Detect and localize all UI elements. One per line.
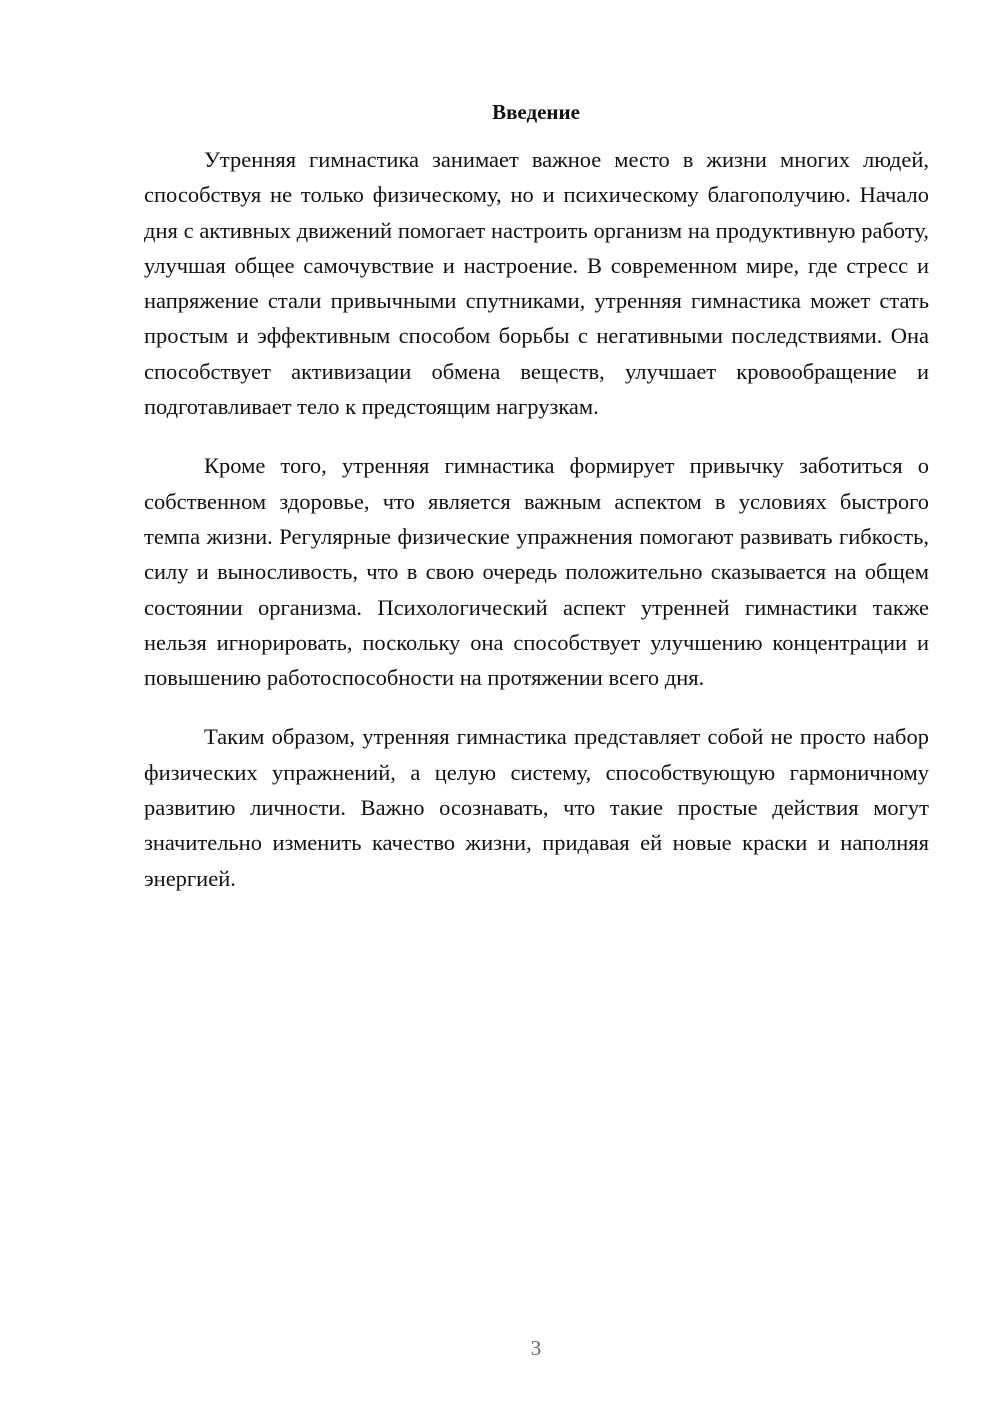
body-text [144, 142, 929, 920]
paragraph-2: Кроме того, утренняя гимнастика формирует привычку заботиться о собственном здоровье, что является важным аспектом в условиях быстрого темпа жизни. Регулярные физические упражнения помогают развивать гибкость, силу и выносливость, что в свою очередь положительно сказывается на общем состоянии организма. Психологический аспект утренней гимнастики также нельзя игнорировать, поскольку она способствует улучшению концентрации и повышению работоспособности на протяжении всего дня. [144, 453, 929, 691]
paragraph-1: Утренняя гимнастика занимает важное место в жизни многих людей, способствуя не только физическому, но и психическому благополучию. Начало дня с активных движений помогает настроить организм на продуктивную работу, улучшая общее самочувствие и настроение. В современном мире, где стресс и напряжение стали привычными спутниками, утренняя гимнастика может стать простым и эффективным способом борьбы с негативными последствиями. Она способствует активизации обмена веществ, улучшает кровообращение и подготавливает тело к предстоящим нагрузкам. [144, 147, 929, 420]
section-heading: Введение [492, 100, 580, 124]
page-number: 3 [530, 1336, 542, 1360]
paragraph-3: Таким образом, утренняя гимнастика представляет собой не просто набор физических упражнений, а целую систему, способствующую гармоничному развитию личности. Важно осознавать, что такие простые действия могут значительно изменить качество жизни, придавая ей новые краски и наполняя энергией. [144, 724, 929, 891]
